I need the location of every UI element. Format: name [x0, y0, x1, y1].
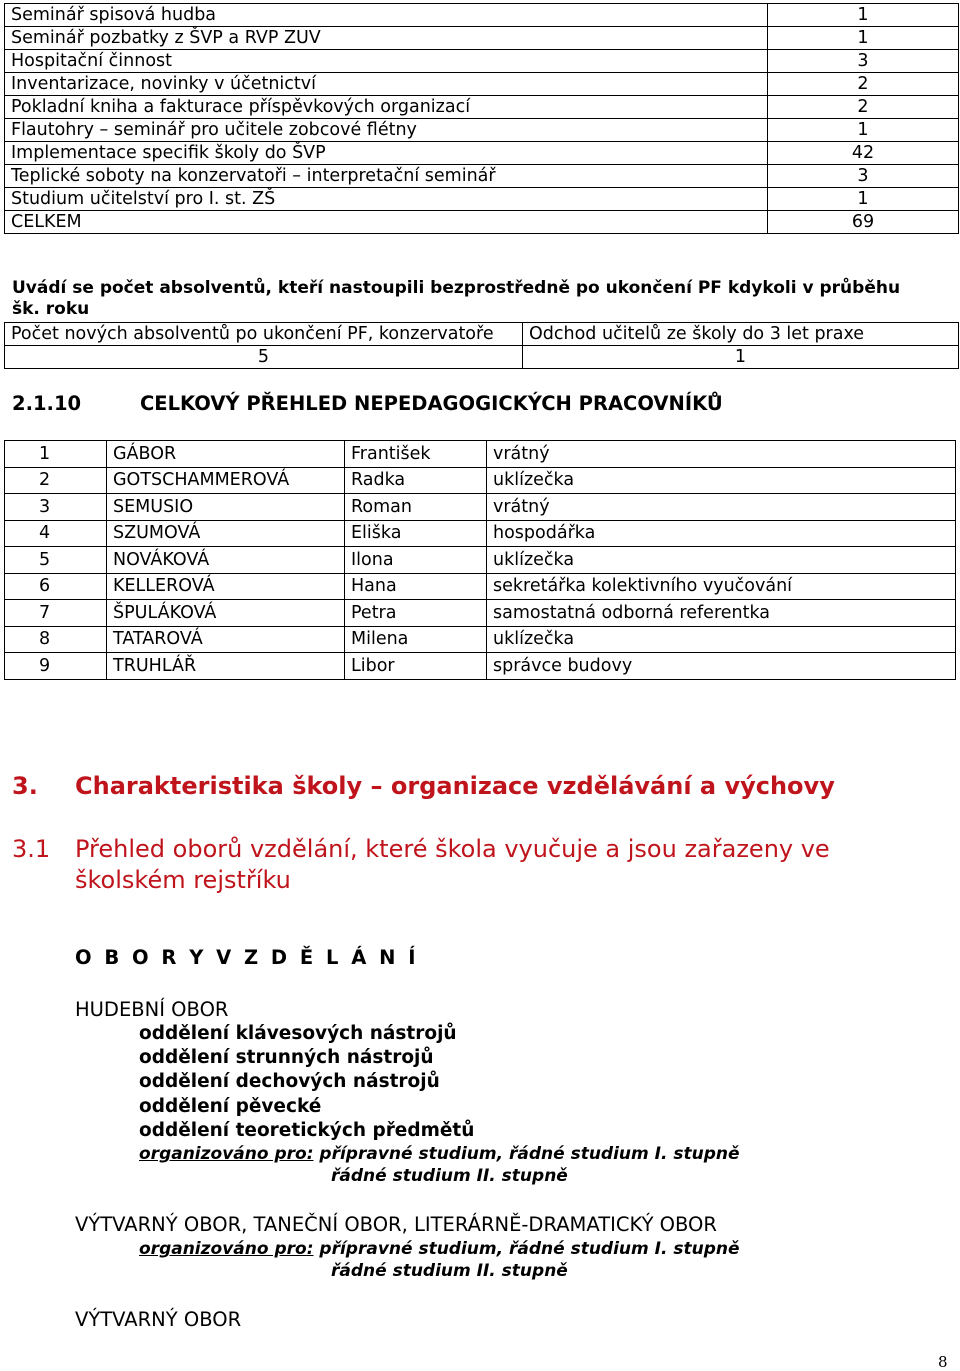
table-row	[5, 142, 959, 165]
courses-table	[4, 3, 959, 234]
staff-role: sekretářka kolektivního vyučování	[487, 573, 956, 600]
course-count: 42	[768, 142, 959, 165]
section-title: CELKOVÝ PŘEHLED NEPEDAGOGICKÝCH PRACOVNÍKŮ	[140, 392, 723, 415]
graduates-note: Uvádí se počet absolventů, kteří nastoupili bezprostředně po ukončení PF kdykoli v průběhu šk. roku	[12, 278, 901, 319]
section-3-heading	[12, 772, 835, 800]
section-title: Přehled oborů vzdělání, které škola vyučuje a jsou zařazeny ve školském rejstříku	[75, 835, 830, 894]
obory-heading: O B O R Y V Z D Ě L Á N Í	[75, 946, 416, 969]
course-count: 2	[768, 73, 959, 96]
organized-for-line-2: řádné studium II. stupně	[331, 1166, 568, 1186]
header-new-graduates: Počet nových absolventů po ukončení PF, konzervatoře	[5, 323, 523, 346]
staff-first-name: Petra	[345, 600, 487, 627]
course-name: Inventarizace, novinky v účetnictví	[5, 73, 768, 96]
page-number: 8	[938, 1353, 948, 1371]
table-row	[5, 323, 959, 346]
section-number: 2.1.10	[12, 392, 82, 415]
staff-surname: GÁBOR	[107, 441, 345, 468]
staff-first-name: František	[345, 441, 487, 468]
course-count: 2	[768, 96, 959, 119]
course-name: Teplické soboty na konzervatoři – interpretační seminář	[5, 165, 768, 188]
staff-first-name: Milena	[345, 626, 487, 653]
staff-role: uklízečka	[487, 626, 956, 653]
table-row	[5, 73, 959, 96]
department-item: oddělení teoretických předmětů	[139, 1120, 475, 1141]
staff-number: 5	[5, 547, 107, 574]
course-count: 1	[768, 119, 959, 142]
table-row	[5, 4, 959, 27]
total-label: CELKEM	[5, 211, 768, 234]
staff-number: 8	[5, 626, 107, 653]
staff-role: vrátný	[487, 494, 956, 521]
staff-surname: TATAROVÁ	[107, 626, 345, 653]
staff-section-heading	[12, 392, 723, 415]
staff-number: 9	[5, 653, 107, 680]
staff-role: správce budovy	[487, 653, 956, 680]
table-row	[5, 573, 956, 600]
staff-surname: GOTSCHAMMEROVÁ	[107, 467, 345, 494]
course-count: 1	[768, 27, 959, 50]
other-fields-title: VÝTVARNÝ OBOR, TANEČNÍ OBOR, LITERÁRNĚ-DRAMATICKÝ OBOR	[75, 1213, 717, 1236]
table-row	[5, 494, 956, 521]
staff-number: 1	[5, 441, 107, 468]
visual-field-title: VÝTVARNÝ OBOR	[75, 1308, 242, 1331]
organized-for-label: organizováno pro:	[139, 1239, 314, 1259]
course-name: Seminář pozbatky z ŠVP a RVP ZUV	[5, 27, 768, 50]
value-new-graduates: 5	[5, 346, 523, 369]
header-teachers-leaving: Odchod učitelů ze školy do 3 let praxe	[523, 323, 959, 346]
staff-first-name: Libor	[345, 653, 487, 680]
course-count: 3	[768, 165, 959, 188]
table-row	[5, 441, 956, 468]
graduates-table	[4, 322, 959, 369]
table-row	[5, 346, 959, 369]
table-row	[5, 600, 956, 627]
table-row	[5, 547, 956, 574]
staff-number: 4	[5, 520, 107, 547]
table-row	[5, 27, 959, 50]
table-row	[5, 50, 959, 73]
staff-number: 2	[5, 467, 107, 494]
staff-surname: NOVÁKOVÁ	[107, 547, 345, 574]
table-row	[5, 96, 959, 119]
organized-for	[139, 1239, 740, 1259]
organized-for	[139, 1144, 740, 1164]
staff-first-name: Roman	[345, 494, 487, 521]
total-row	[5, 211, 959, 234]
course-name: Studium učitelství pro I. st. ZŠ	[5, 188, 768, 211]
table-row	[5, 626, 956, 653]
section-number: 3.	[12, 772, 38, 800]
total-count: 69	[768, 211, 959, 234]
staff-role: hospodářka	[487, 520, 956, 547]
course-name: Seminář spisová hudba	[5, 4, 768, 27]
staff-number: 6	[5, 573, 107, 600]
department-item: oddělení dechových nástrojů	[139, 1071, 440, 1092]
staff-first-name: Ilona	[345, 547, 487, 574]
staff-first-name: Hana	[345, 573, 487, 600]
course-name: Hospitační činnost	[5, 50, 768, 73]
staff-role: uklízečka	[487, 547, 956, 574]
staff-surname: SZUMOVÁ	[107, 520, 345, 547]
organized-for-label: organizováno pro:	[139, 1144, 314, 1164]
staff-role: vrátný	[487, 441, 956, 468]
table-row	[5, 119, 959, 142]
table-row	[5, 467, 956, 494]
department-item: oddělení klávesových nástrojů	[139, 1023, 457, 1044]
section-number: 3.1	[12, 835, 51, 863]
course-count: 1	[768, 4, 959, 27]
table-row	[5, 520, 956, 547]
table-row	[5, 653, 956, 680]
music-field-title: HUDEBNÍ OBOR	[75, 998, 229, 1021]
staff-number: 3	[5, 494, 107, 521]
department-item: oddělení strunných nástrojů	[139, 1047, 434, 1068]
staff-number: 7	[5, 600, 107, 627]
table-row	[5, 188, 959, 211]
organized-for-line-2: řádné studium II. stupně	[331, 1261, 568, 1281]
staff-role: uklízečka	[487, 467, 956, 494]
staff-table	[4, 440, 956, 680]
staff-first-name: Radka	[345, 467, 487, 494]
staff-surname: TRUHLÁŘ	[107, 653, 345, 680]
department-item: oddělení pěvecké	[139, 1096, 322, 1117]
staff-surname: SEMUSIO	[107, 494, 345, 521]
staff-first-name: Eliška	[345, 520, 487, 547]
course-name: Flautohry – seminář pro učitele zobcové flétny	[5, 119, 768, 142]
course-name: Implementace specifik školy do ŠVP	[5, 142, 768, 165]
value-teachers-leaving: 1	[523, 346, 959, 369]
section-title: Charakteristika školy – organizace vzdělávání a výchovy	[75, 772, 835, 800]
section-3-1-heading	[12, 834, 912, 896]
course-count: 1	[768, 188, 959, 211]
staff-surname: KELLEROVÁ	[107, 573, 345, 600]
course-count: 3	[768, 50, 959, 73]
table-row	[5, 165, 959, 188]
staff-surname: ŠPULÁKOVÁ	[107, 600, 345, 627]
organized-for-line: přípravné studium, řádné studium I. stupně	[319, 1239, 740, 1259]
staff-role: samostatná odborná referentka	[487, 600, 956, 627]
organized-for-line: přípravné studium, řádné studium I. stupně	[319, 1144, 740, 1164]
course-name: Pokladní kniha a fakturace příspěvkových organizací	[5, 96, 768, 119]
